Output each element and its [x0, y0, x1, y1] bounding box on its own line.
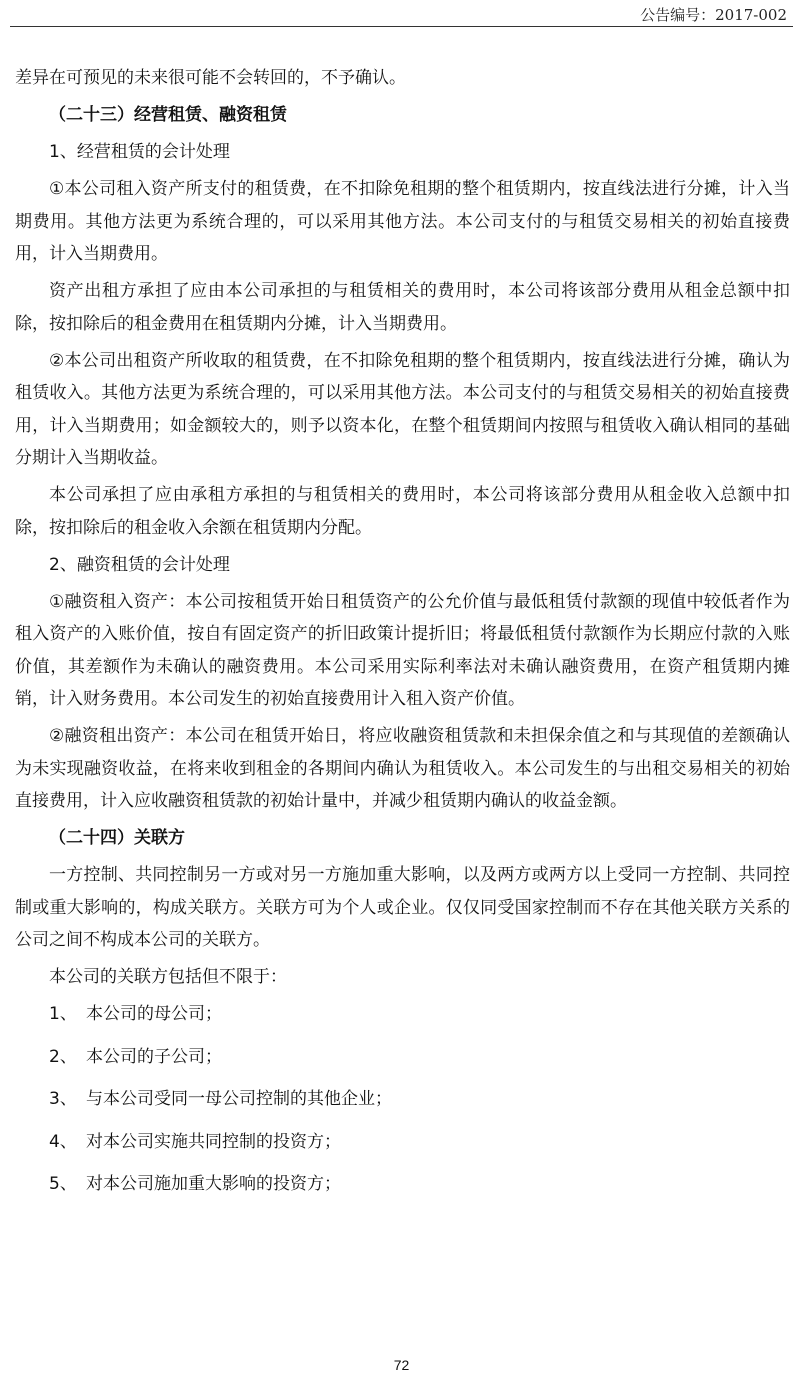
list-item	[15, 1168, 790, 1201]
paragraph: 一方控制、共同控制另一方或对另一方施加重大影响，以及两方或两方以上受同一方控制、共同控制或重大影响的，构成关联方。关联方可为个人或企业。仅仅同受国家控制而不存在其他关联方关系的公司之间不构成本公司的关联方。	[15, 865, 790, 950]
paragraph: 资产出租方承担了应由本公司承担的与租赁相关的费用时，本公司将该部分费用从租金总额中扣除，按扣除后的租金费用在租赁期内分摊，计入当期费用。	[15, 281, 790, 334]
section-heading-24: （二十四）关联方	[49, 828, 185, 848]
paragraph: ①本公司租入资产所支付的租赁费，在不扣除免租期的整个租赁期内，按直线法进行分摊，计入当期费用。其他方法更为系统合理的，可以采用其他方法。本公司支付的与租赁交易相关的初始直接费用，计入当期费用。	[15, 179, 790, 264]
header-divider	[10, 26, 793, 27]
list-item-number: 1、	[49, 1004, 77, 1024]
list-item	[15, 998, 790, 1031]
paragraph: 差异在可预见的未来很可能不会转回的，不予确认。	[15, 68, 406, 88]
list-item-number: 3、	[49, 1089, 77, 1109]
list-item	[15, 1126, 790, 1159]
paragraph: ①融资租入资产：本公司按租赁开始日租赁资产的公允价值与最低租赁付款额的现值中较低者作为租入资产的入账价值，按自有固定资产的折旧政策计提折旧；将最低租赁付款额作为长期应付款的入账价值，其差额作为未确认的融资费用。本公司采用实际利率法对未确认融资费用，在资产租赁期内摊销，计入财务费用。本公司发生的初始直接费用计入租入资产价值。	[15, 591, 790, 709]
list-item-number: 5、	[49, 1174, 77, 1194]
paragraph: ②融资租出资产：本公司在租赁开始日，将应收融资租赁款和未担保余值之和与其现值的差额确认为未实现融资收益，在将来收到租金的各期间内确认为租赁收入。本公司发生的与出租交易相关的初始直接费用，计入应收融资租赁款的初始计量中，并减少租赁期内确认的收益金额。	[15, 726, 790, 811]
subsection-title: 1、经营租赁的会计处理	[49, 142, 230, 162]
list-item-text: 本公司的子公司；	[86, 1046, 222, 1067]
paragraph: ②本公司出租资产所收取的租赁费，在不扣除免租期的整个租赁期内，按直线法进行分摊，确认为租赁收入。其他方法更为系统合理的，可以采用其他方法。本公司支付的与租赁交易相关的初始直接费用，计入当期费用；如金额较大的，则予以资本化，在整个租赁期间内按照与租赁收入确认相同的基础分期计入当期收益。	[15, 350, 790, 468]
list-item	[15, 1041, 790, 1074]
paragraph: 本公司的关联方包括但不限于：	[49, 967, 287, 987]
page-number: 72	[393, 1357, 410, 1373]
list-item-text: 与本公司受同一母公司控制的其他企业；	[86, 1089, 392, 1109]
list-item-number: 4、	[49, 1131, 77, 1152]
list-item-text: 对本公司实施共同控制的投资方；	[86, 1131, 341, 1152]
subsection-title: 2、融资租赁的会计处理	[49, 554, 230, 575]
list-item-text: 本公司的母公司；	[86, 1004, 222, 1024]
list-item-number: 2、	[49, 1046, 77, 1067]
list-item	[15, 1083, 790, 1116]
announcement-number: 公告编号：2017-002	[640, 6, 787, 24]
section-heading-23: （二十三）经营租赁、融资租赁	[49, 105, 287, 125]
list-item-text: 对本公司施加重大影响的投资方；	[86, 1174, 341, 1194]
paragraph: 本公司承担了应由承租方承担的与租赁相关的费用时，本公司将该部分费用从租金收入总额中扣除，按扣除后的租金收入余额在租赁期内分配。	[15, 485, 790, 538]
document-body	[15, 62, 790, 1211]
